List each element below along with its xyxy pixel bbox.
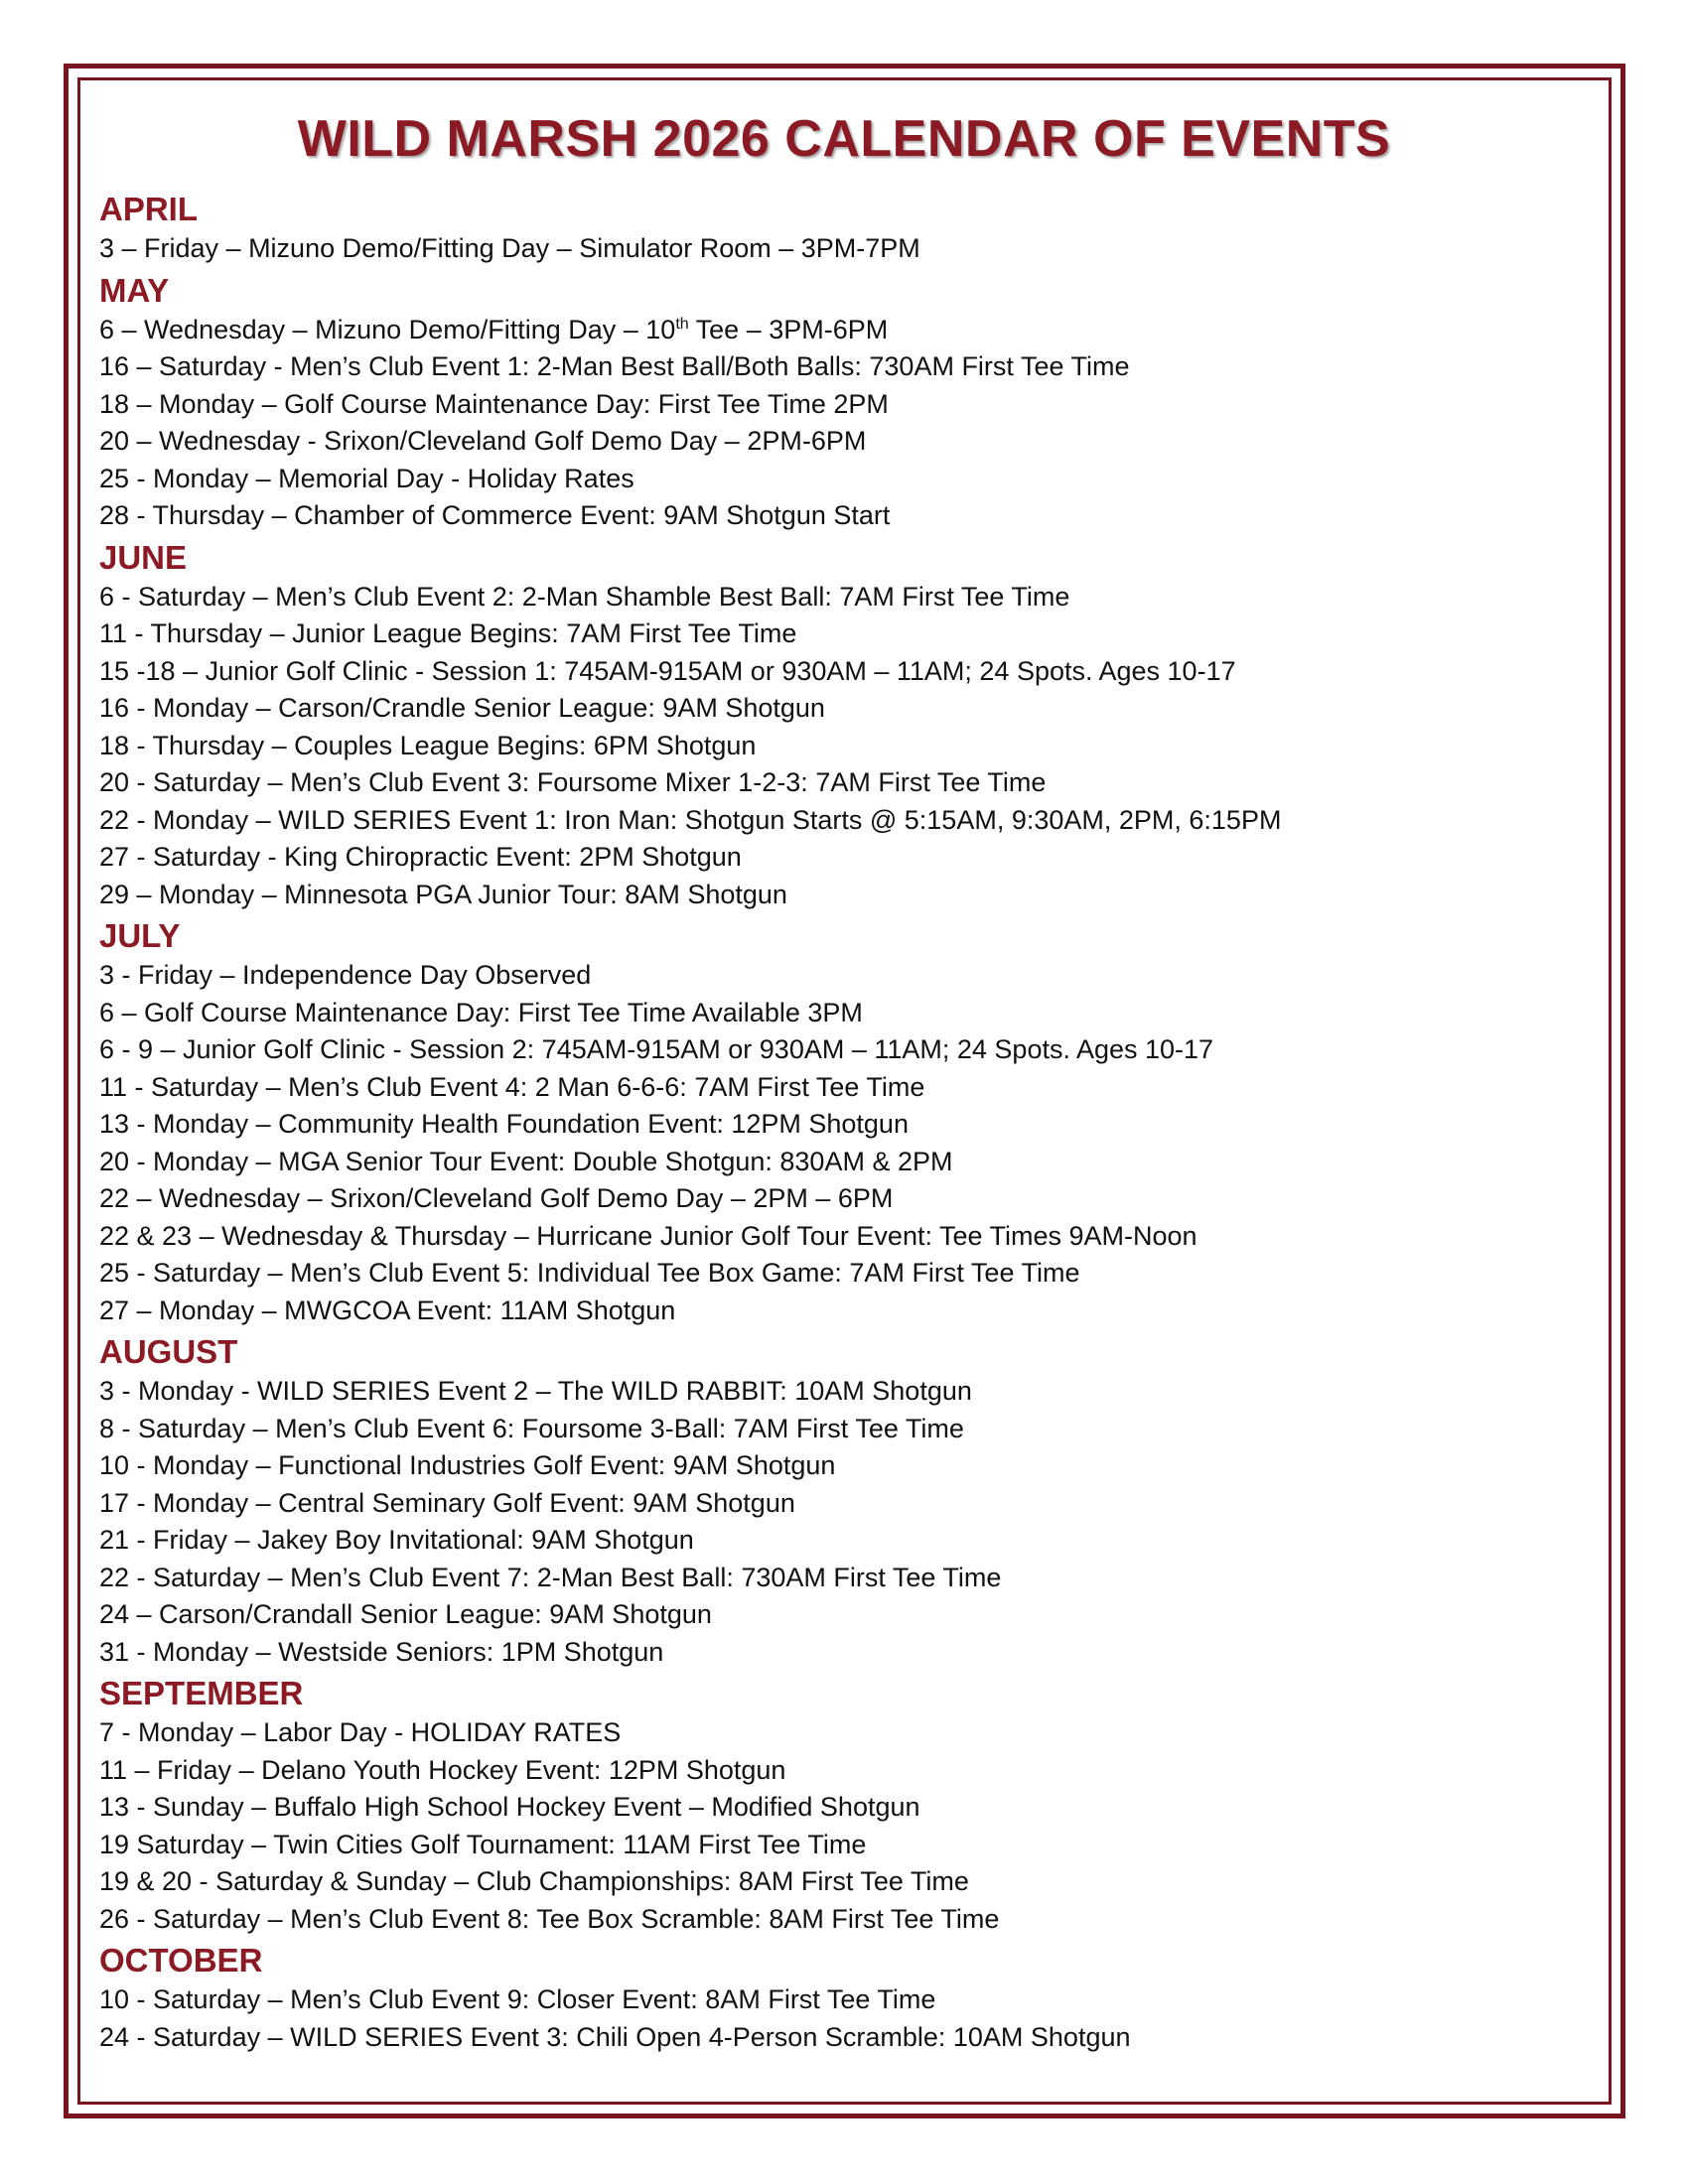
event-item: 13 - Sunday – Buffalo High School Hockey Event – Modified Shotgun <box>99 1792 920 1822</box>
event-item: 25 - Monday – Memorial Day - Holiday Rates <box>99 463 634 493</box>
month-section-june <box>99 537 1589 914</box>
event-item: 25 - Saturday – Men’s Club Event 5: Individual Tee Box Game: 7AM First Tee Time <box>99 1258 1080 1288</box>
event-item: 20 - Saturday – Men’s Club Event 3: Foursome Mixer 1-2-3: 7AM First Tee Time <box>99 767 1047 797</box>
event-item: 6 - Saturday – Men’s Club Event 2: 2-Man Shamble Best Ball: 7AM First Tee Time <box>99 581 1070 612</box>
event-item: 26 - Saturday – Men’s Club Event 8: Tee Box Scramble: 8AM First Tee Time <box>99 1903 1000 1934</box>
event-item: 29 – Monday – Minnesota PGA Junior Tour: 8AM Shotgun <box>99 879 787 909</box>
event-item: 10 - Monday – Functional Industries Golf Event: 9AM Shotgun <box>99 1450 836 1480</box>
calendar-content <box>99 107 1589 2056</box>
event-item: 27 – Monday – MWGCOA Event: 11AM Shotgun <box>99 1295 676 1325</box>
event-item: 15 -18 – Junior Golf Clinic - Session 1: 745AM-915AM or 930AM – 11AM; 24 Spots. Ages 10-17 <box>99 655 1236 686</box>
month-heading: SEPTEMBER <box>99 1675 304 1711</box>
event-item: 17 - Monday – Central Seminary Golf Event: 9AM Shotgun <box>99 1487 795 1518</box>
event-item: 7 - Monday – Labor Day - HOLIDAY RATES <box>99 1717 622 1747</box>
event-item: 6 - 9 – Junior Golf Clinic - Session 2: 745AM-915AM or 930AM – 11AM; 24 Spots. Ages 10-17 <box>99 1034 1214 1064</box>
event-item: 13 - Monday – Community Health Foundation Event: 12PM Shotgun <box>99 1109 909 1139</box>
event-item: 24 – Carson/Crandall Senior League: 9AM Shotgun <box>99 1599 712 1629</box>
event-item: 22 - Saturday – Men’s Club Event 7: 2-Man Best Ball: 730AM First Tee Time <box>99 1562 1002 1592</box>
event-item: 19 & 20 - Saturday & Sunday – Club Championships: 8AM First Tee Time <box>99 1866 969 1896</box>
event-item: 16 - Monday – Carson/Crandle Senior League: 9AM Shotgun <box>99 693 825 723</box>
event-item: 6 – Wednesday – Mizuno Demo/Fitting Day – 10th Tee – 3PM-6PM <box>99 314 889 344</box>
event-item: 27 - Saturday - King Chiropractic Event: 2PM Shotgun <box>99 842 742 872</box>
month-list <box>99 189 1589 2056</box>
month-heading: JUNE <box>99 538 188 576</box>
event-item: 31 - Monday – Westside Seniors: 1PM Shotgun <box>99 1636 664 1667</box>
event-item: 18 – Monday – Golf Course Maintenance Day: First Tee Time 2PM <box>99 388 889 419</box>
month-section-may <box>99 270 1589 535</box>
month-section-july <box>99 915 1589 1329</box>
event-item: 3 - Monday - WILD SERIES Event 2 – The WILD RABBIT: 10AM Shotgun <box>99 1376 972 1406</box>
event-item: 28 - Thursday – Chamber of Commerce Event: 9AM Shotgun Start <box>99 500 891 530</box>
month-heading: OCTOBER <box>99 1942 263 1979</box>
event-item: 21 - Friday – Jakey Boy Invitational: 9AM Shotgun <box>99 1525 694 1555</box>
page-title: WILD MARSH 2026 CALENDAR OF EVENTS <box>297 110 1391 168</box>
event-item: 6 – Golf Course Maintenance Day: First Tee Time Available 3PM <box>99 997 863 1027</box>
event-item: 11 - Thursday – Junior League Begins: 7AM First Tee Time <box>99 618 797 648</box>
event-item: 8 - Saturday – Men’s Club Event 6: Foursome 3-Ball: 7AM First Tee Time <box>99 1413 964 1443</box>
event-item: 3 - Friday – Independence Day Observed <box>99 960 592 990</box>
month-section-august <box>99 1331 1589 1671</box>
event-item: 20 – Wednesday - Srixon/Cleveland Golf Demo Day – 2PM-6PM <box>99 426 867 456</box>
event-item: 3 – Friday – Mizuno Demo/Fitting Day – Simulator Room – 3PM-7PM <box>99 233 920 263</box>
event-item: 22 - Monday – WILD SERIES Event 1: Iron Man: Shotgun Starts @ 5:15AM, 9:30AM, 2PM, 6:15PM <box>99 804 1282 835</box>
event-item: 24 - Saturday – WILD SERIES Event 3: Chili Open 4-Person Scramble: 10AM Shotgun <box>99 2021 1131 2052</box>
event-item: 22 – Wednesday – Srixon/Cleveland Golf Demo Day – 2PM – 6PM <box>99 1183 894 1213</box>
month-section-april <box>99 189 1589 268</box>
event-item: 20 - Monday – MGA Senior Tour Event: Double Shotgun: 830AM & 2PM <box>99 1146 953 1176</box>
month-heading: MAY <box>99 271 170 309</box>
event-item: 11 – Friday – Delano Youth Hockey Event: 12PM Shotgun <box>99 1754 786 1785</box>
event-item: 19 Saturday – Twin Cities Golf Tournament: 11AM First Tee Time <box>99 1829 867 1859</box>
month-heading: APRIL <box>99 191 198 227</box>
event-item: 16 – Saturday - Men’s Club Event 1: 2-Man Best Ball/Both Balls: 730AM First Tee Time <box>99 351 1130 381</box>
month-section-september <box>99 1673 1589 1938</box>
month-heading: JULY <box>99 917 181 954</box>
event-item: 22 & 23 – Wednesday & Thursday – Hurricane Junior Golf Tour Event: Tee Times 9AM-Noon <box>99 1220 1197 1251</box>
month-section-october <box>99 1940 1589 2056</box>
month-heading: AUGUST <box>99 1333 238 1370</box>
event-item: 18 - Thursday – Couples League Begins: 6PM Shotgun <box>99 730 757 760</box>
event-item: 10 - Saturday – Men’s Club Event 9: Closer Event: 8AM First Tee Time <box>99 1984 936 2014</box>
event-item: 11 - Saturday – Men’s Club Event 4: 2 Man 6-6-6: 7AM First Tee Time <box>99 1071 925 1102</box>
